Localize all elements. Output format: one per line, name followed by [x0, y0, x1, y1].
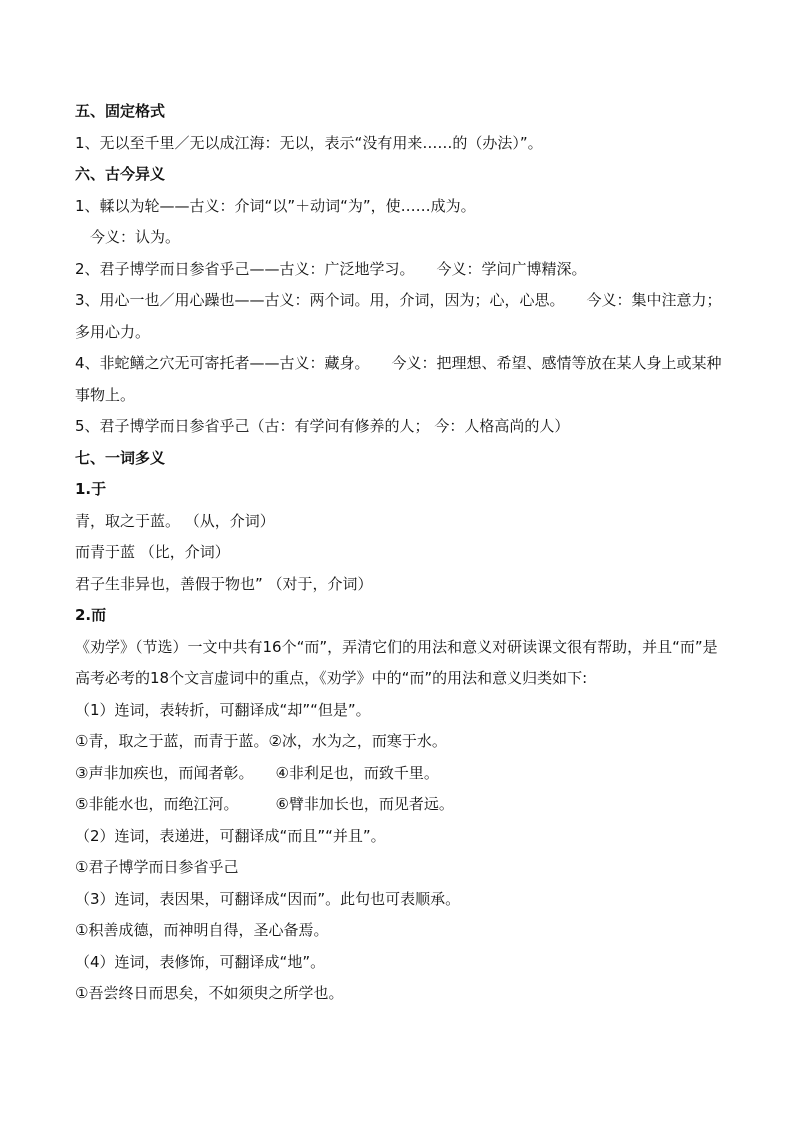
meaning-item-4-modern: 今义：把理想、希望、感情等放在某人身上或某种事物上。 [75, 354, 722, 404]
yu-example-3: 君子生非异也，善假于物也” （对于，介词） [75, 574, 373, 593]
yu-example-2: 而青于蓝 （比，介词） [75, 543, 230, 561]
meaning-item-2 [75, 254, 725, 286]
er-usage-4-title: （4）连词，表修饰，可翻译成“地”。 [75, 952, 326, 971]
er-usage-4-example: ①吾尝终日而思矣，不如须臾之所学也。 [75, 984, 344, 1002]
er-usage-1-example-6: ⑥臂非加长也，而见者远。 [275, 795, 454, 813]
er-usage-3-title: （3）连词，表因果，可翻译成“因而”。此句也可表顺承。 [75, 889, 461, 908]
meaning-item-2-modern: 今义：学问广博精深。 [436, 259, 587, 278]
meaning-item-3-ancient: 3、用心一也／用心躁也——古义：两个词。用，介词，因为；心，心思。 [75, 291, 565, 309]
er-usage-2-example: ①君子博学而日参省乎己 [75, 858, 239, 876]
er-intro-paragraph: 《劝学》（节选）一文中共有16个“而”，弄清它们的用法和意义对研读课文很有帮助，并且“而”是高考必考的18个文言虚词中的重点，《劝学》中的“而”的用法和意义归类如下: [75, 637, 718, 687]
er-usage-1-example-3: ③声非加疾也，而闻者彰。 [75, 763, 254, 782]
yu-example-1: 青，取之于蓝。 （从，介词） [75, 511, 275, 530]
er-usage-3-example: ①积善成德，而神明自得，圣心备焉。 [75, 921, 329, 939]
meaning-item-1-modern: 今义：认为。 [90, 228, 181, 246]
meaning-item-3 [75, 285, 725, 348]
section-heading-fixed-format: 五、固定格式 [75, 102, 166, 120]
word-heading-er: 2.而 [75, 606, 107, 624]
er-usage-1-example-row-2 [75, 758, 725, 790]
word-heading-yu: 1.于 [75, 480, 107, 498]
document-body [75, 96, 725, 1010]
section-heading-polysemy: 七、一词多义 [75, 448, 166, 467]
meaning-item-2-ancient: 2、君子博学而日参省乎己——古义：广泛地学习。 [75, 259, 415, 278]
er-usage-2-title: （2）连词，表递进，可翻译成“而且”“并且”。 [75, 826, 386, 845]
meaning-item-4-ancient: 4、非蛇鳝之穴无可寄托者——古义：藏身。 [75, 354, 370, 372]
meaning-item-4 [75, 348, 725, 411]
meaning-item-5: 5、君子博学而日参省乎己（古：有学问有修养的人； 今：人格高尚的人） [75, 417, 570, 435]
er-usage-1-example-4: ④非利足也，而致千里。 [275, 763, 439, 782]
er-usage-1-title: （1）连词，表转折，可翻译成“却”“但是”。 [75, 700, 371, 719]
er-usage-1-example-row-3 [75, 789, 725, 821]
fixed-format-item: 1、无以至千里／无以成江海：无以，表示“没有用来……的（办法）”。 [75, 133, 543, 152]
er-usage-1-example-5: ⑤非能水也，而绝江河。 [75, 795, 239, 813]
meaning-item-1: 1、輮以为轮——古义：介词“以”＋动词“为”，使……成为。 [75, 196, 476, 215]
er-usage-1-example-row-1: ①青，取之于蓝，而青于蓝。②冰，水为之，而寒于水。 [75, 732, 447, 750]
section-heading-ancient-modern-meaning: 六、古今异义 [75, 165, 166, 183]
meaning-item-3-modern: 今义：集中注意力；多用心力。 [75, 291, 722, 341]
